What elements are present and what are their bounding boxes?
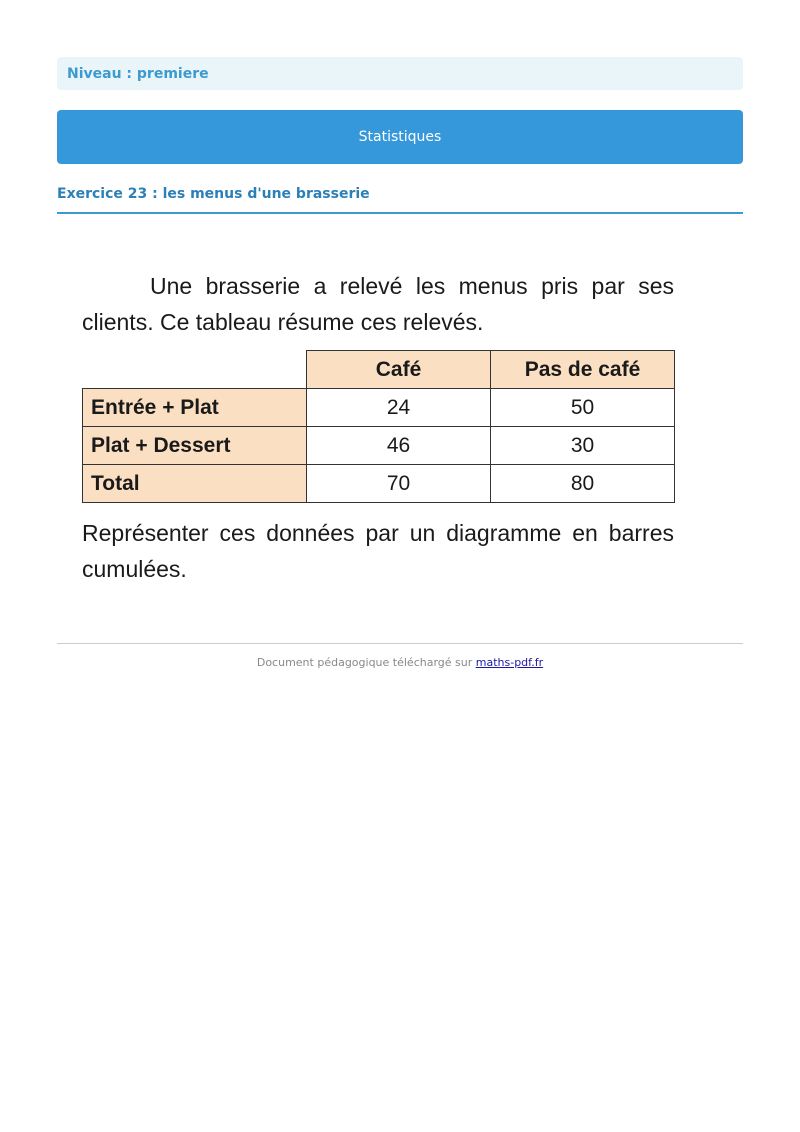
subject-title: Statistiques [358,129,442,145]
level-label: Niveau : premiere [67,65,209,82]
row-header: Plat + Dessert [83,427,307,465]
exercise-intro: Une brasserie a relevé les menus pris par ses clients. Ce tableau résume ces relevés. [82,273,674,335]
column-header: Café [307,351,491,389]
subject-banner [57,110,743,164]
table-header-row [83,351,675,389]
exercise-instruction: Représenter ces données par un diagramme en barres cumulées. [82,520,674,582]
table-cell: 24 [307,389,491,427]
column-header: Pas de café [491,351,675,389]
exercise-title: Exercice 23 : les menus d'une brasserie [57,186,743,214]
exercise-body [82,268,674,587]
table-cell: 80 [491,465,675,503]
table-cell: 30 [491,427,675,465]
table-cell: 46 [307,427,491,465]
footer [57,656,743,669]
table-corner [83,351,307,389]
menu-table [82,350,675,503]
level-box [57,57,743,90]
table-cell: 70 [307,465,491,503]
table-row [83,465,675,503]
table-row [83,427,675,465]
table-cell: 50 [491,389,675,427]
footer-text: Document pédagogique téléchargé sur [256,656,476,669]
table-row [83,389,675,427]
footer-link[interactable]: maths-pdf.fr [475,656,544,669]
footer-divider [57,643,743,644]
row-header: Total [83,465,307,503]
row-header: Entrée + Plat [83,389,307,427]
